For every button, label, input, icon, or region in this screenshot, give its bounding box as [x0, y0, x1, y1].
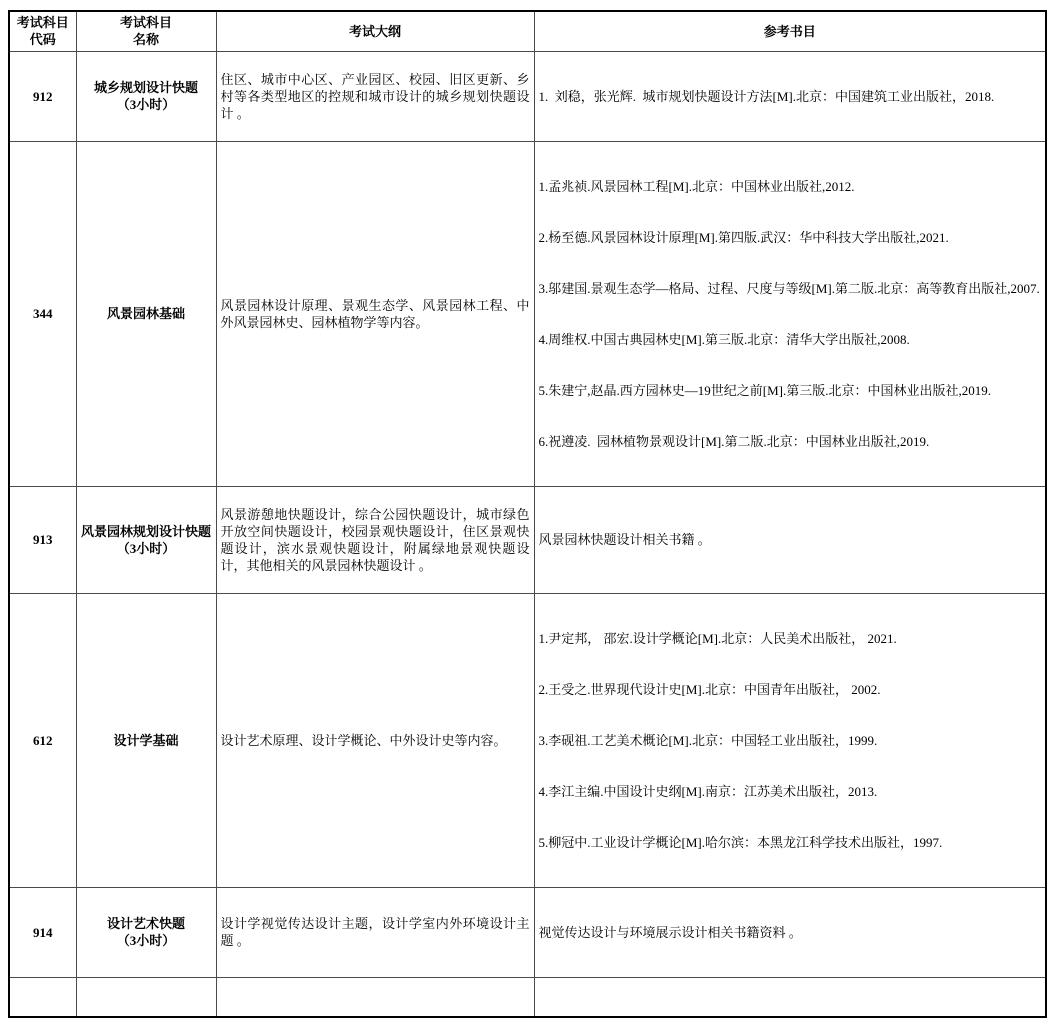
table-row-912 — [9, 51, 1046, 141]
table-header-row — [9, 11, 1046, 51]
exam-outline: 住区、城市中心区、产业园区、校园、旧区更新、乡村等各类型地区的控规和城市设计的城乡规划快题设计 。 — [216, 51, 534, 141]
reference-item: 5.朱建宁,赵晶.西方园林史—19世纪之前[M].第三版.北京：中国林业出版社,2019. — [538, 382, 991, 398]
table-row-913 — [9, 486, 1046, 593]
subject-name-text: 设计学基础 — [113, 732, 179, 748]
table-row-344 — [9, 141, 1046, 486]
subject-code: 612 — [9, 593, 76, 887]
reference-item: 3.李砚祖.工艺美术概论[M].北京：中国轻工业出版社，1999. — [538, 732, 878, 748]
header-subject-code — [9, 11, 76, 51]
reference-item: 2.杨至德.风景园林设计原理[M].第四版.武汉：华中科技大学出版社,2021. — [538, 229, 949, 245]
reference-item: 2.王受之.世界现代设计史[M].北京：中国青年出版社， 2002. — [538, 681, 881, 697]
reference-books — [534, 977, 1046, 1017]
reference-item: 视觉传达设计与环境展示设计相关书籍资料 。 — [538, 924, 802, 940]
subject-code: 913 — [9, 486, 76, 593]
subject-code: 344 — [9, 141, 76, 486]
subject-name — [76, 486, 216, 593]
exam-outline: 设计学视觉传达设计主题，设计学室内外环境设计主题 。 — [216, 887, 534, 977]
reference-books — [534, 141, 1046, 486]
exam-outline — [216, 977, 534, 1017]
subject-name-text: 设计艺术快题 — [106, 916, 185, 931]
subject-name — [76, 593, 216, 887]
document-page — [8, 10, 1047, 1018]
header-text: 考试科目 — [16, 15, 69, 31]
header-reference-books: 参考书目 — [534, 11, 1046, 51]
exam-outline: 设计艺术原理、设计学概论、中外设计史等内容。 — [216, 593, 534, 887]
subject-code: 912 — [9, 51, 76, 141]
exam-subjects-table — [8, 10, 1047, 1018]
subject-code — [9, 977, 76, 1017]
subject-name — [76, 141, 216, 486]
reference-item: 6.祝遵凌. 园林植物景观设计[M].第二版.北京：中国林业出版社,2019. — [538, 433, 930, 449]
reference-books — [534, 486, 1046, 593]
subject-duration: （3小时） — [116, 933, 176, 948]
reference-item: 4.周维权.中国古典园林史[M].第三版.北京：清华大学出版社,2008. — [538, 331, 910, 347]
reference-item: 4.李江主编.中国设计史纲[M].南京：江苏美术出版社，2013. — [538, 783, 878, 799]
reference-item: 3.邬建国.景观生态学—格局、过程、尺度与等级[M].第二版.北京：高等教育出版社,2007. — [538, 280, 1040, 296]
subject-name-text: 风景园林基础 — [106, 306, 185, 321]
reference-books — [534, 887, 1046, 977]
subject-name-text: 城乡规划设计快题 — [93, 80, 198, 95]
header-text: 名称 — [132, 32, 159, 48]
subject-name — [76, 51, 216, 141]
subject-duration: （3小时） — [116, 97, 176, 112]
subject-duration: （3小时） — [116, 540, 176, 556]
reference-item: 5.柳冠中.工业设计学概论[M].哈尔滨：本黑龙江科学技术出版社，1997. — [538, 834, 943, 850]
table-row-914 — [9, 887, 1046, 977]
subject-code: 914 — [9, 887, 76, 977]
subject-name — [76, 887, 216, 977]
header-subject-name — [76, 11, 216, 51]
header-text: 代码 — [29, 32, 56, 48]
table-row-partial — [9, 977, 1046, 1017]
reference-item: 1.孟兆祯.风景园林工程[M].北京：中国林业出版社,2012. — [538, 178, 855, 194]
header-text: 考试科目 — [119, 15, 172, 31]
reference-item: 1.尹定邦， 邵宏.设计学概论[M].北京：人民美术出版社， 2021. — [538, 630, 897, 646]
subject-name — [76, 977, 216, 1017]
table-row-612 — [9, 593, 1046, 887]
reference-books — [534, 51, 1046, 141]
exam-outline: 风景园林设计原理、景观生态学、风景园林工程、中外风景园林史、园林植物学等内容。 — [216, 141, 534, 486]
header-exam-outline: 考试大纲 — [216, 11, 534, 51]
reference-item: 风景园林快题设计相关书籍 。 — [538, 532, 711, 547]
reference-item: 1. 刘稳，张光辉. 城市规划快题设计方法[M].北京：中国建筑工业出版社，2018. — [538, 88, 995, 104]
subject-name-text: 风景园林规划设计快题 — [80, 523, 211, 539]
reference-books — [534, 593, 1046, 887]
exam-outline: 风景游憩地快题设计，综合公园快题设计，城市绿色开放空间快题设计，校园景观快题设计，住区景观快题设计，滨水景观快题设计，附属绿地景观快题设计，其他相关的风景园林快题设计 。 — [216, 486, 534, 593]
